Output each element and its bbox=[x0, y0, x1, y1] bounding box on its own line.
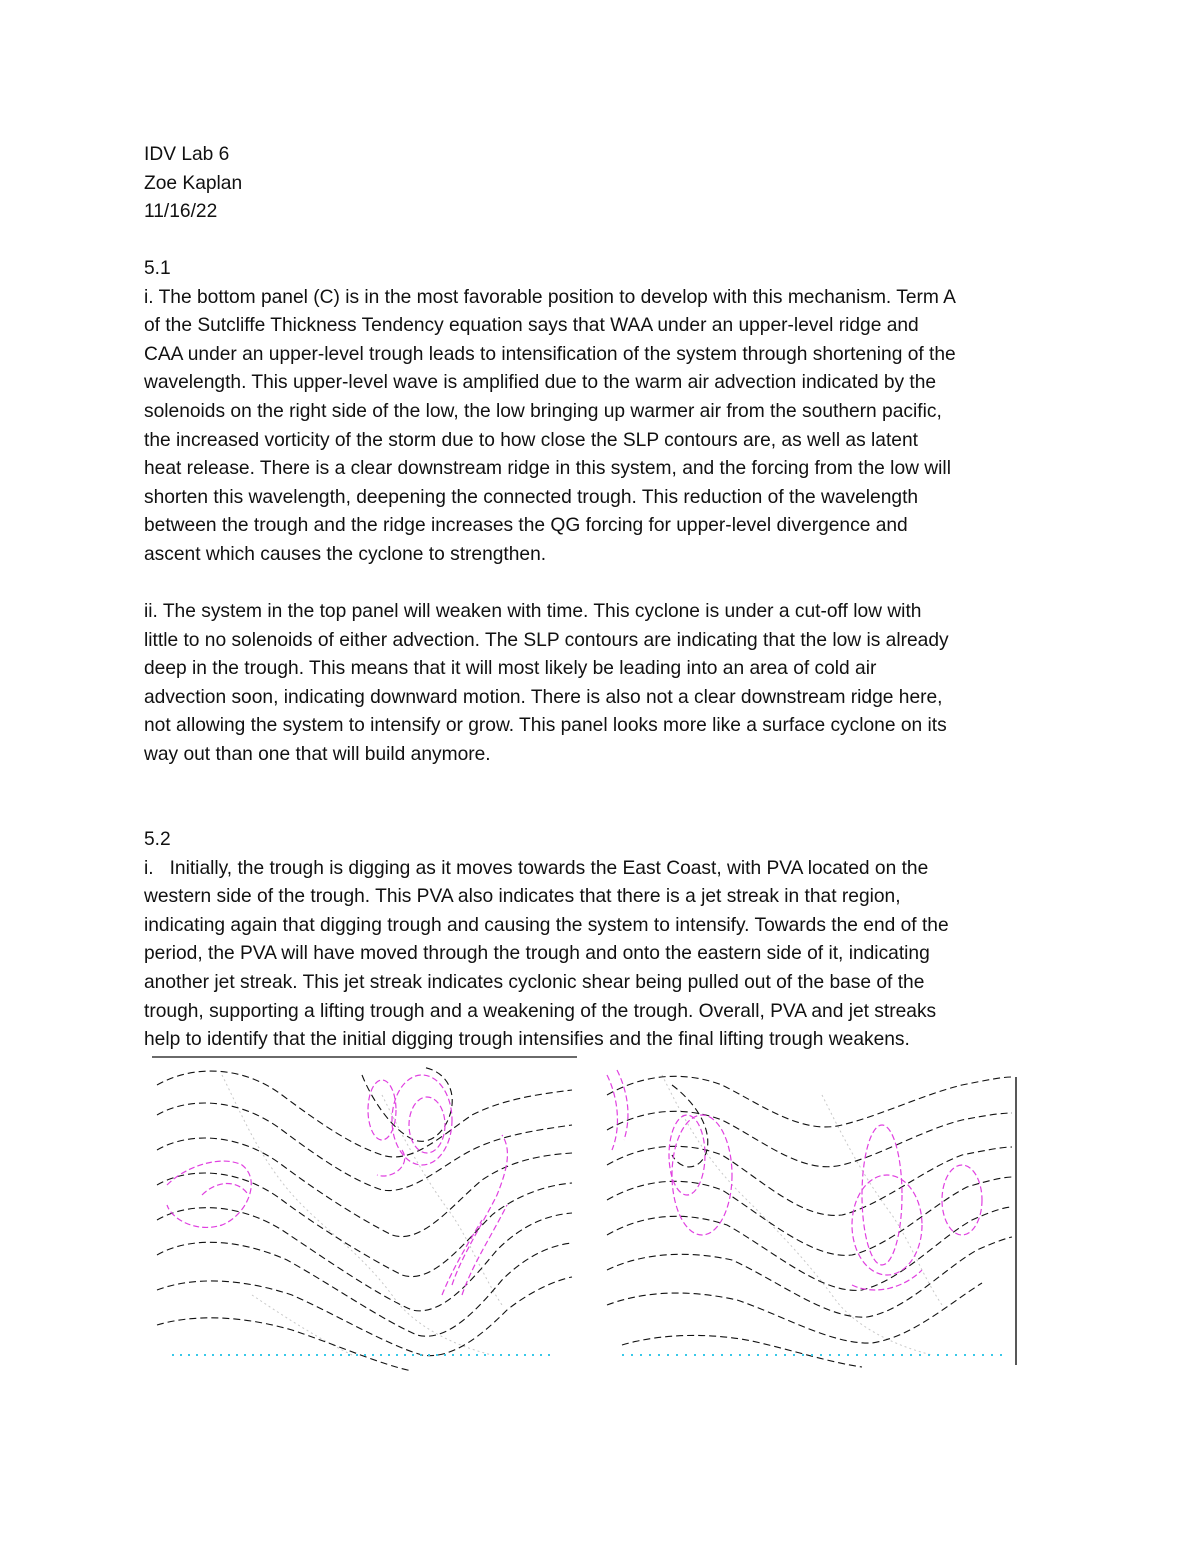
paragraph-line: western side of the trough. This PVA also indicates that there is a jet streak in that region, bbox=[144, 886, 901, 908]
section-5-1 bbox=[144, 255, 1064, 570]
paragraph-line: help to identify that the initial digging trough intensifies and the final lifting trough weakens. bbox=[144, 1029, 910, 1051]
paragraph-line: ascent which causes the cyclone to strengthen. bbox=[144, 543, 547, 565]
document-header bbox=[144, 141, 1064, 227]
paragraph-line: shorten this wavelength, deepening the connected trough. This reduction of the wavelength bbox=[144, 486, 919, 508]
paragraph-line: the increased vorticity of the storm due to how close the SLP contours are, as well as latent bbox=[144, 429, 918, 451]
paragraph-line: deep in the trough. This means that it will most likely be leading into an area of cold air bbox=[144, 658, 877, 680]
section-5-1-part-ii bbox=[144, 598, 1064, 770]
author-name: Zoe Kaplan bbox=[144, 172, 243, 194]
section-5-2 bbox=[144, 826, 1064, 1055]
document-date: 11/16/22 bbox=[144, 201, 218, 223]
paragraph-line: period, the PVA will have moved through the trough and onto the eastern side of it, indicating bbox=[144, 943, 930, 965]
paragraph-line: CAA under an upper-level trough leads to intensification of the system through shortening of the bbox=[144, 343, 956, 365]
paragraph-line: i. Initially, the trough is digging as it moves towards the East Coast, with PVA located on the bbox=[144, 857, 929, 879]
paragraph-line: heat release. There is a clear downstream ridge in this system, and the forcing from the low will bbox=[144, 458, 951, 480]
paragraph-line: ii. The system in the top panel will weaken with time. This cyclone is under a cut-off low with bbox=[144, 601, 922, 622]
paragraph-line: wavelength. This upper-level wave is amplified due to the warm air advection indicated by the bbox=[144, 372, 937, 394]
weather-map-initial bbox=[152, 1055, 577, 1373]
paragraph-line: solenoids on the right side of the low, the low bringing up warmer air from the southern pacific, bbox=[144, 400, 942, 422]
paragraph-line: trough, supporting a lifting trough and a weakening of the trough. Overall, PVA and jet streaks bbox=[144, 1000, 937, 1022]
paragraph-line: indicating again that digging trough and causing the system to intensify. Towards the end of the bbox=[144, 914, 949, 936]
section-heading: 5.1 bbox=[144, 258, 171, 279]
paragraph-line: another jet streak. This jet streak indicates cyclonic shear being pulled out of the base of the bbox=[144, 971, 925, 993]
section-heading: 5.2 bbox=[144, 829, 171, 850]
paragraph-line: advection soon, indicating downward motion. There is also not a clear downstream ridge here, bbox=[144, 686, 943, 708]
paragraph-line: between the trough and the ridge increases the QG forcing for upper-level divergence and bbox=[144, 515, 908, 537]
paragraph-line: not allowing the system to intensify or grow. This panel looks more like a surface cyclone on its bbox=[144, 715, 947, 737]
weather-map-final bbox=[602, 1055, 1022, 1373]
paragraph-line: little to no solenoids of either advection. The SLP contours are indicating that the low is already bbox=[144, 629, 949, 651]
paragraph-line: way out than one that will build anymore. bbox=[144, 743, 491, 765]
paragraph-line: i. The bottom panel (C) is in the most favorable position to develop with this mechanism. Term A bbox=[144, 286, 956, 308]
lab-title: IDV Lab 6 bbox=[144, 144, 230, 165]
paragraph-line: of the Sutcliffe Thickness Tendency equation says that WAA under an upper-level ridge and bbox=[144, 315, 919, 337]
